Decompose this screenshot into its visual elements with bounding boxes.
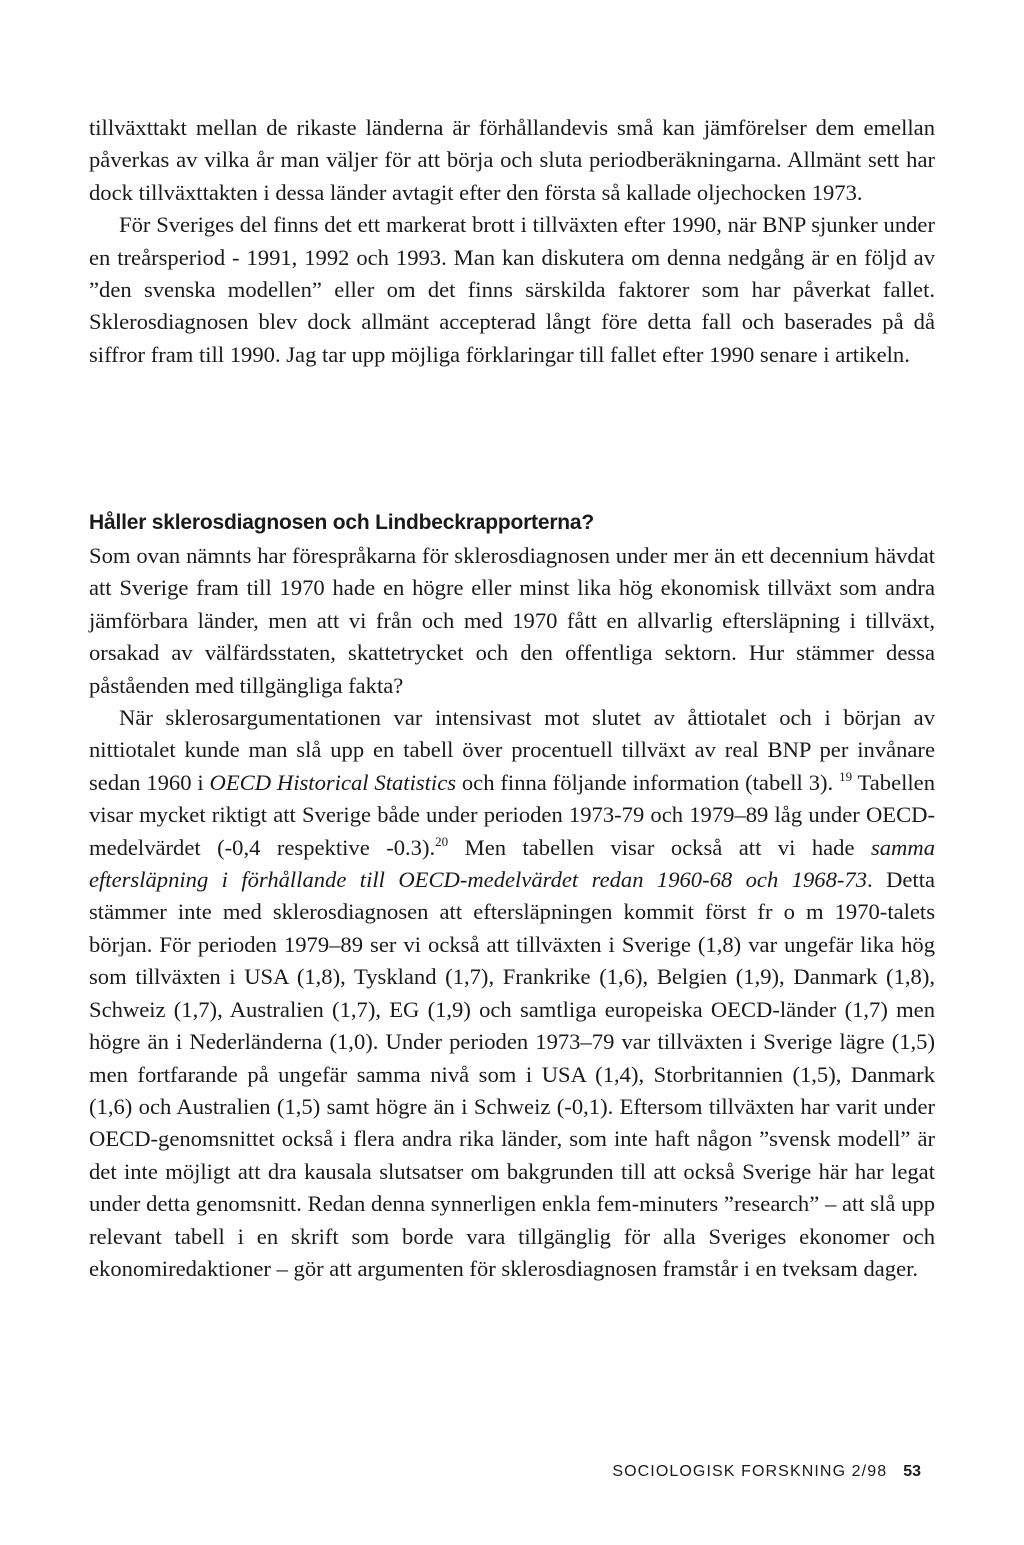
- page-footer: [612, 1463, 921, 1481]
- section-body: [89, 540, 935, 1285]
- page-number: 53: [903, 1463, 921, 1480]
- paragraph-text: Men tabellen visar också att vi hade: [448, 834, 871, 860]
- paragraph-text: Tabellen visar mycket riktigt att Sverige både under perioden 1973-79 och 1979–89 låg under OECD-medelvärdet (-0,4 respektive -0.3).: [89, 769, 935, 860]
- footnote-ref-19[interactable]: 19: [839, 768, 853, 784]
- footnote-ref-20[interactable]: 20: [435, 833, 449, 849]
- paragraph-text: . Detta stämmer inte med sklerosdiagnosen att eftersläpningen kommit först fr o m 1970-talets början. För perioden 1979–89 ser vi också att tillväxten i Sverige (1,8) var ungefär lika hög som tillväxten i USA (1,8), Tyskland (1,7), Frankrike (1,6), Belgien (1,9), Danmark (1,8), Schweiz (1,7), Australien (1,7), EG (1,9) och samtliga europeiska OECD-länder (1,7) men högre än i Nederländerna (1,0). Under perioden 1973–79 var tillväxten i Sverige lägre (1,5) men fortfarande på ungefär samma nivå som i USA (1,4), Storbritannien (1,5), Danmark (1,6) och Australien (1,5) samt högre än i Schweiz (-0,1). Eftersom tillväxten har varit under OECD-genomsnittet också i flera andra rika länder, som inte haft någon ”svensk modell” är det inte möjligt att dra kausala slutsatser om bakgrunden till att också Sverige här har legat under detta genomsnitt. Redan denna synnerligen enkla fem-minuters ”research” – att slå upp relevant tabell i en skrift som borde vara tillgänglig för alla Sveriges ekonomer och ekonomiredaktioner – gör att argumenten för sklerosdiagnosen framstår i en tveksam dager.: [89, 867, 935, 1281]
- section-heading: Håller sklerosdiagnosen och Lindbeckrapporterna?: [89, 511, 595, 534]
- paragraph-text: När sklerosargumentationen var intensivast mot slutet av åttiotalet och i början av nittiotalet kunde man slå upp en tabell över procentuell tillväxt av real BNP per invånare sedan 1960 i: [89, 705, 935, 795]
- intro-paragraph-2: För Sveriges del finns det ett markerat brott i tillväxten efter 1990, när BNP sjunker under en treårsperiod - 1991, 1992 och 1993. Man kan diskutera om denna nedgång är en följd av ”den svenska modellen” eller om det finns särskilda faktorer som har påverkat fallet. Sklerosdiagnosen blev dock allmänt accepterad långt före detta fall och baserades på då siffror fram till 1990. Jag tar upp möjliga förklaringar till fallet efter 1990 senare i artikeln.: [89, 212, 935, 367]
- source-title: OECD Historical Statistics: [209, 769, 457, 795]
- intro-paragraph-1: tillväxttakt mellan de rikaste länderna är förhållandevis små kan jämförelser dem emellan påverkas av vilka år man väljer för att börja och sluta periodberäkningarna. Allmänt sett har dock tillväxttakten i dessa länder avtagit efter den första så kallade oljechocken 1973.: [89, 115, 935, 205]
- journal-name: SOCIOLOGISK FORSKNING 2/98: [612, 1463, 888, 1480]
- section-paragraph-2: [89, 702, 935, 1285]
- emphasized-text: samma eftersläpning i förhållande till OECD-medelvärdet redan 1960-68 och 1968-73: [89, 834, 935, 893]
- section-paragraph-1: Som ovan nämnts har förespråkarna för sklerosdiagnosen under mer än ett decennium hävdat att Sverige fram till 1970 hade en högre eller minst lika hög ekonomisk tillväxt som andra jämförbara länder, men att vi från och med 1970 fått en allvarlig eftersläpning i tillväxt, orsakad av välfärdsstaten, skattetrycket och den offentliga sektorn. Hur stämmer dessa påståenden med tillgängliga fakta?: [89, 543, 935, 698]
- intro-text: [89, 112, 935, 371]
- paragraph-text: och finna följande information (tabell 3).: [456, 769, 840, 795]
